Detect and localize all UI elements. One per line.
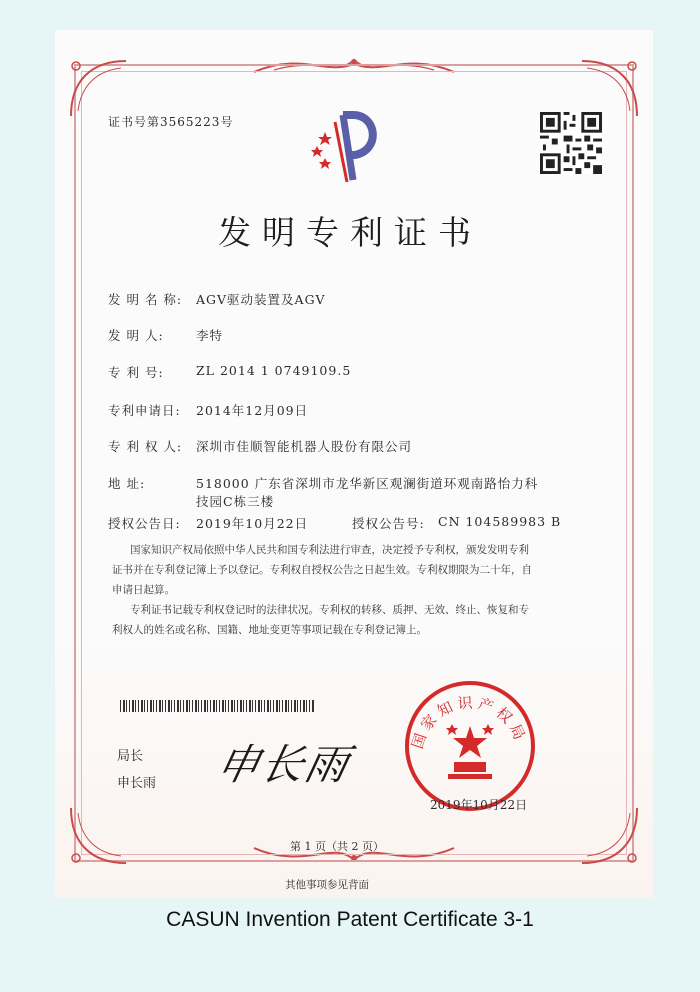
grant-number-value: CN 104589983 B xyxy=(438,514,562,529)
director-signature: 申长雨 xyxy=(212,740,355,789)
paragraph-1-line-2: 证书并在专利登记簿上予以登记。专利权自授权公告之日起生效。专利权期限为二十年，自 xyxy=(112,564,532,576)
grant-date-label: 授权公告日: xyxy=(108,516,181,531)
filing-date-label: 专利申请日: xyxy=(108,403,181,418)
patent-holder-label: 专 利 权 人: xyxy=(108,439,183,454)
image-caption: CASUN Invention Patent Certificate 3-1 xyxy=(166,908,534,931)
patent-number-label: 专 利 号: xyxy=(108,365,164,380)
grant-number-label: 授权公告号: xyxy=(352,516,425,531)
paragraph-2-line-1: 专利证书记载专利权登记时的法律状况。专利权的转移、质押、无效、终止、恢复和专 xyxy=(130,604,529,616)
grant-date-value: 2019年10月22日 xyxy=(196,516,309,531)
seal-date: 2019年10月22日 xyxy=(430,798,528,812)
corner-ornament-bl xyxy=(66,798,136,868)
patent-number-value: ZL 2014 1 0749109.5 xyxy=(196,363,352,378)
paragraph-2-line-2: 利权人的姓名或名称、国籍、地址变更等事项记载在专利登记簿上。 xyxy=(112,624,427,636)
address-line-1: 518000 广东省深圳市龙华新区观澜街道环观南路怡力科 xyxy=(196,476,539,491)
patent-holder-value: 深圳市佳顺智能机器人股份有限公司 xyxy=(196,439,413,454)
official-seal xyxy=(402,678,538,814)
address-label: 地 址: xyxy=(108,476,146,491)
patent-office-logo xyxy=(305,110,385,185)
paragraph-1-line-1: 国家知识产权局依照中华人民共和国专利法进行审查，决定授予专利权，颁发发明专利 xyxy=(130,544,529,556)
corner-ornament-br xyxy=(572,798,642,868)
certificate-number: 证书号第3565223号 xyxy=(108,115,234,129)
certificate-title: 发明专利证书 xyxy=(218,213,482,252)
director-title: 局长 xyxy=(117,749,144,764)
footer-note: 其他事项参见背面 xyxy=(285,879,369,891)
inventor-value: 李特 xyxy=(196,328,224,343)
invention-name-label: 发 明 名 称: xyxy=(108,292,183,307)
address-line-2: 技园C栋三楼 xyxy=(196,494,275,509)
seal-text: 国家知识产权局 xyxy=(408,693,531,752)
paragraph-1-line-3: 申请日起算。 xyxy=(112,584,175,596)
inventor-label: 发 明 人: xyxy=(108,328,164,343)
director-name: 申长雨 xyxy=(117,776,157,791)
qr-code-icon xyxy=(540,112,602,174)
invention-name-value: AGV驱动装置及AGV xyxy=(196,292,326,307)
page-info: 第 1 页（共 2 页） xyxy=(290,840,384,853)
filing-date-value: 2014年12月09日 xyxy=(196,403,309,418)
barcode-icon xyxy=(120,700,315,712)
